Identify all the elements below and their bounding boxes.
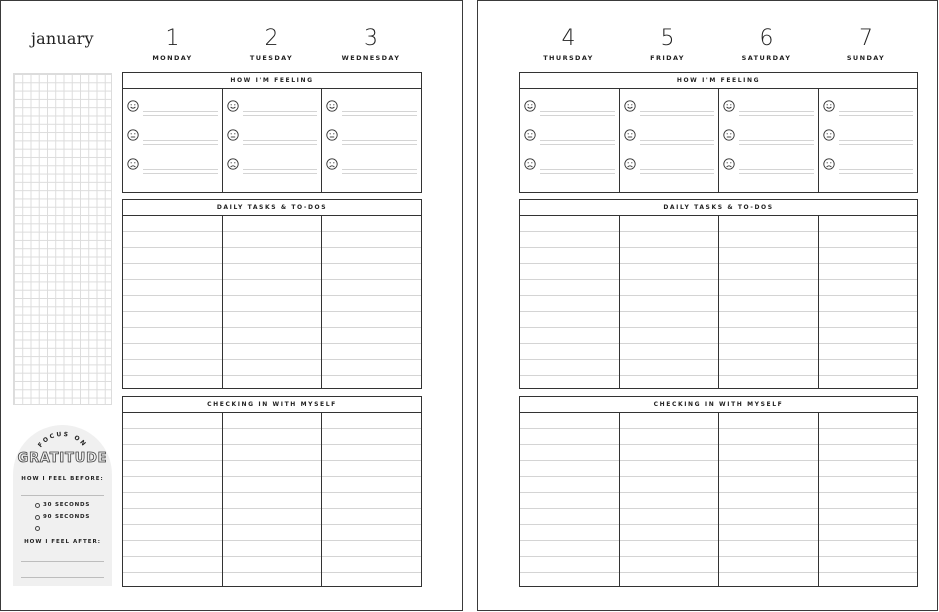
checking-in-section [519,396,918,587]
mood-row[interactable] [524,156,615,172]
mood-write-line[interactable] [839,173,914,174]
day-header-friday [618,27,717,62]
sad-face-icon [326,158,338,170]
feel-before-label: HOW I FEEL BEFORE: [21,476,104,482]
mood-write-line[interactable] [739,173,814,174]
mood-write-line[interactable] [143,173,218,174]
mood-write-line[interactable] [143,115,218,116]
mood-write-line[interactable] [243,144,318,145]
feeling-column[interactable] [223,89,323,192]
section-title: CHECKING IN WITH MYSELF [520,397,917,413]
mood-row[interactable] [227,98,318,114]
option-label: 30 SECONDS [43,502,91,508]
mood-row[interactable] [823,127,914,143]
radio-circle-icon [35,515,40,520]
option-label: 90 SECONDS [43,514,91,520]
sad-face-icon [127,158,139,170]
checking-in-columns [123,413,421,586]
feeling-column[interactable] [719,89,819,192]
tasks-column[interactable] [620,216,720,388]
day-name: THURSDAY [543,54,594,62]
mood-write-line[interactable] [342,111,417,112]
mood-write-line[interactable] [640,115,715,116]
section-title: HOW I'M FEELING [123,73,421,89]
feeling-column[interactable] [520,89,620,192]
smile-icon [127,100,139,112]
mood-row[interactable] [624,156,715,172]
sad-face-icon [227,158,239,170]
day-number: 2 [264,26,279,51]
mood-write-line[interactable] [342,140,417,141]
mood-write-line[interactable] [839,144,914,145]
smile-icon [326,100,338,112]
day-number: 6 [759,26,774,51]
feel-after-line-1[interactable] [21,561,104,562]
gratitude-box [13,425,112,586]
sad-face-icon [723,158,735,170]
mood-row[interactable] [227,156,318,172]
mood-write-line[interactable] [342,115,417,116]
neutral-face-icon [227,129,239,141]
day-header-wednesday [321,27,421,62]
mood-write-line[interactable] [540,173,615,174]
neutral-face-icon [326,129,338,141]
mood-write-line[interactable] [839,115,914,116]
sad-face-icon [624,158,636,170]
day-name: WEDNESDAY [341,54,401,62]
radio-circle-icon [35,526,40,531]
mood-write-line[interactable] [243,173,318,174]
checking-in-column[interactable] [620,413,720,586]
mood-write-line[interactable] [739,111,814,112]
mood-write-line[interactable] [640,169,715,170]
checking-in-column[interactable] [819,413,918,586]
sad-face-icon [524,158,536,170]
day-number: 4 [561,26,576,51]
mood-row[interactable] [723,127,814,143]
radio-circle-icon [35,503,40,508]
mood-row[interactable] [624,98,715,114]
neutral-face-icon [723,129,735,141]
mood-write-line[interactable] [243,140,318,141]
feeling-columns [520,89,917,192]
neutral-face-icon [127,129,139,141]
day-header-sunday [816,27,916,62]
tasks-column[interactable] [719,216,819,388]
neutral-face-icon [524,129,536,141]
smile-icon [723,100,735,112]
smile-icon [624,100,636,112]
day-name: FRIDAY [650,54,685,62]
feel-after-label: HOW I FEEL AFTER: [24,539,101,545]
right-page [477,0,938,611]
mood-write-line[interactable] [540,144,615,145]
mood-write-line[interactable] [540,140,615,141]
sad-face-icon [823,158,835,170]
day-number: 3 [364,26,378,51]
tasks-columns [520,216,917,388]
mood-write-line[interactable] [839,111,914,112]
section-title: DAILY TASKS & TO-DOS [520,200,917,216]
checking-in-column[interactable] [719,413,819,586]
day-header-tuesday [222,27,321,62]
option-30-seconds[interactable] [35,502,90,508]
mood-row[interactable] [823,98,914,114]
mood-row[interactable] [524,127,615,143]
day-name: MONDAY [152,54,193,62]
day-name: SATURDAY [741,54,792,62]
mood-write-line[interactable] [640,144,715,145]
checking-in-column[interactable] [322,413,421,586]
feeling-section [519,72,918,193]
mood-row[interactable] [823,156,914,172]
mood-row[interactable] [127,127,218,143]
mood-write-line[interactable] [143,140,218,141]
mood-write-line[interactable] [342,173,417,174]
smile-icon [524,100,536,112]
mood-row[interactable] [127,98,218,114]
mood-row[interactable] [326,98,417,114]
tasks-section [519,199,918,389]
feeling-column[interactable] [620,89,720,192]
mood-write-line[interactable] [342,144,417,145]
checking-in-column[interactable] [223,413,323,586]
focus-on-text: FOCUS ON [36,430,89,449]
mood-row[interactable] [624,127,715,143]
mood-write-line[interactable] [739,140,814,141]
section-title: HOW I'M FEELING [520,73,917,89]
checking-in-columns [520,413,917,586]
mood-write-line[interactable] [143,111,218,112]
day-number: 7 [859,26,873,51]
mood-write-line[interactable] [739,169,814,170]
feeling-column[interactable] [322,89,421,192]
mood-row[interactable] [524,98,615,114]
tasks-column[interactable] [123,216,223,388]
grid-notes-area[interactable] [13,73,112,405]
mood-write-line[interactable] [540,115,615,116]
mood-row[interactable] [227,127,318,143]
mood-write-line[interactable] [540,111,615,112]
month-title: january [31,29,94,48]
feeling-column[interactable] [819,89,918,192]
option-blank[interactable] [35,526,43,531]
mood-write-line[interactable] [640,140,715,141]
feel-before-line[interactable] [21,495,104,496]
checking-in-column[interactable] [520,413,620,586]
mood-row[interactable] [723,156,814,172]
day-header-thursday [519,27,618,62]
mood-write-line[interactable] [739,144,814,145]
neutral-face-icon [823,129,835,141]
mood-write-line[interactable] [243,115,318,116]
mood-write-line[interactable] [640,111,715,112]
day-number: 5 [660,26,675,51]
feeling-column[interactable] [123,89,223,192]
gratitude-title: GRATITUDE [17,451,108,466]
smile-icon [823,100,835,112]
mood-write-line[interactable] [640,173,715,174]
svg-text:FOCUS ON [37,431,88,449]
smile-icon [227,100,239,112]
feeling-section [122,72,422,193]
mood-row[interactable] [326,127,417,143]
tasks-columns [123,216,421,388]
neutral-face-icon [624,129,636,141]
tasks-column[interactable] [322,216,421,388]
day-name: SUNDAY [846,54,886,62]
mood-write-line[interactable] [839,169,914,170]
mood-write-line[interactable] [243,169,318,170]
option-90-seconds[interactable] [35,514,90,520]
left-page [0,0,463,611]
tasks-column[interactable] [819,216,918,388]
mood-write-line[interactable] [739,115,814,116]
mood-write-line[interactable] [143,169,218,170]
mood-write-line[interactable] [839,140,914,141]
mood-write-line[interactable] [342,169,417,170]
checking-in-section [122,396,422,587]
mood-write-line[interactable] [243,111,318,112]
mood-row[interactable] [127,156,218,172]
checking-in-column[interactable] [123,413,223,586]
mood-write-line[interactable] [540,169,615,170]
mood-row[interactable] [326,156,417,172]
section-title: CHECKING IN WITH MYSELF [123,397,421,413]
day-header-saturday [717,27,816,62]
day-number: 1 [165,26,180,51]
tasks-column[interactable] [223,216,323,388]
tasks-section [122,199,422,389]
feeling-columns [123,89,421,192]
mood-row[interactable] [723,98,814,114]
mood-write-line[interactable] [143,144,218,145]
day-name: TUESDAY [249,54,294,62]
tasks-column[interactable] [520,216,620,388]
day-header-monday [123,27,222,62]
section-title: DAILY TASKS & TO-DOS [123,200,421,216]
feel-after-line-2[interactable] [21,577,104,578]
